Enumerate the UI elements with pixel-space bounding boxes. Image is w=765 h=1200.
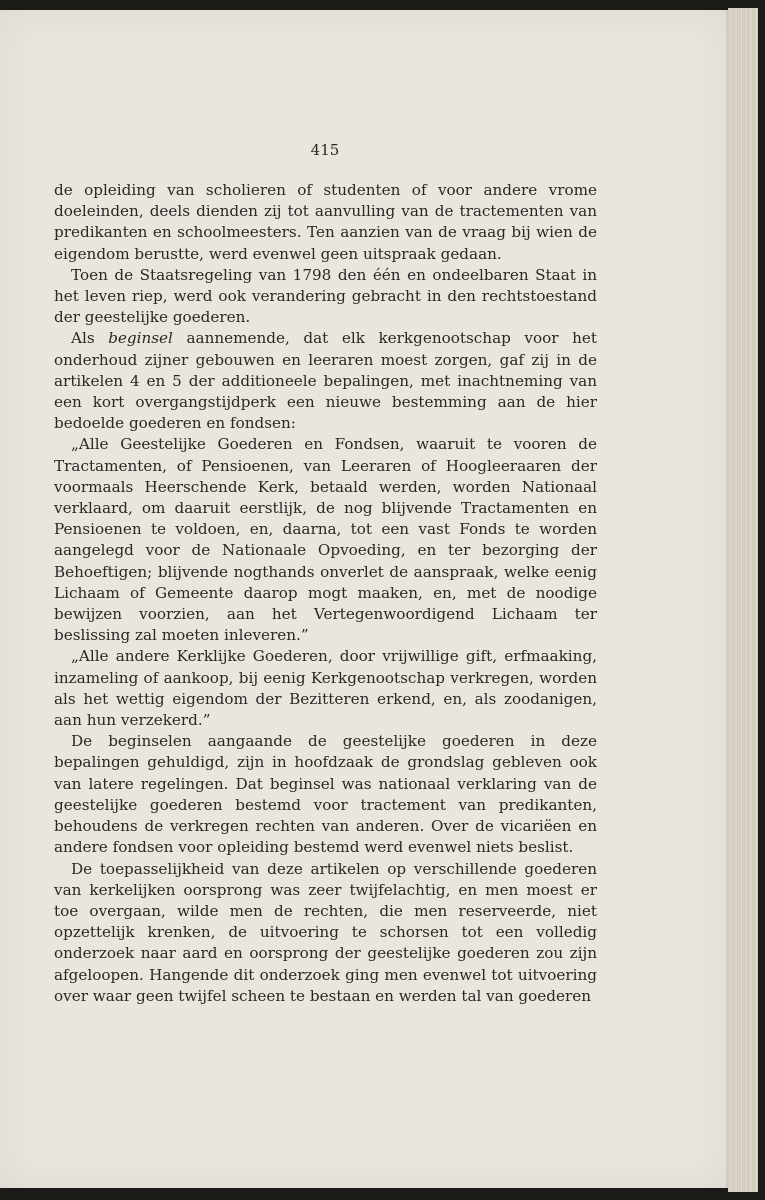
page-number: 415 <box>310 141 340 159</box>
paragraph-3 <box>54 328 597 434</box>
paragraph-3-start: Als <box>71 329 109 348</box>
paragraph-7: De toepasselijkheid van deze artikelen op verschillende goederen van kerkelijken oorsprong was zeer twijfelachtig, en men moest er toe overgaan, wilde men de rechten, die men reserveerde, niet opzettelijk krenken, de uitvoering te schorsen tot een volledig onderzoek naar aard en oorsprong der geestelijke goederen zou zijn afgeloopen. Hangende dit onderzoek ging men evenwel tot uitvoering over waar geen twijfel scheen te bestaan en werden tal van goederen <box>54 859 597 1005</box>
page-edges <box>728 8 758 1192</box>
paper-sheet <box>0 10 728 1188</box>
paragraph-6: De beginselen aangaande de geestelijke goederen in deze bepalingen gehuldigd, zijn in hoofdzaak de grondslag gebleven ook van latere regelingen. Dat beginsel was nationaal verklaring van de geestelijke goederen bestemd voor tractement van predikanten, behoudens de verkregen rechten van anderen. Over de vicariëen en andere fondsen voor opleiding bestemd werd evenwel niets beslist. <box>54 732 597 857</box>
quotation-2: „Alle andere Kerklijke Goederen, door vrijwillige gift, erfmaaking, inzameling of aankoop, bij eenig Kerkgenootschap verkregen, worden als het wettig eigendom der Bezitteren erkend, en, als zoodanigen, aan hun verzekerd.” <box>54 647 597 730</box>
paragraph-1: de opleiding van scholieren of studenten of voor andere vrome doeleinden, deels dienden zij tot aanvulling van de tractementen van predikanten en schoolmeesters. Ten aanzien van de vraag bij wien de eigendom berustte, werd evenwel geen uitspraak gedaan. <box>54 181 597 263</box>
body-text <box>54 180 597 1007</box>
paragraph-2: Toen de Staatsregeling van 1798 den één en ondeelbaren Staat in het leven riep, werd ook verandering gebracht in den rechtstoestand der geestelijke goederen. <box>54 265 597 327</box>
paragraph-3-rest: aannemende, dat elk kerkgenootschap voor het onderhoud zijner gebouwen en leeraren moest zorgen, gaf zij in de artikelen 4 en 5 der additioneele bepalingen, met inachtneming van een kort overgangstijdperk een nieuwe bestemming aan de hier bedoelde goederen en fondsen: <box>54 329 597 433</box>
italic-term: beginsel <box>108 329 173 348</box>
quotation-1: „Alle Geestelijke Goederen en Fondsen, waaruit te vooren de Tractamenten, of Pensioenen, van Leeraren of Hoogleeraaren der voormaals Heerschende Kerk, betaald werden, worden Nationaal verklaard, om daaruit eerstlijk, de nog blijvende Tractamenten en Pensioenen te voldoen, en, daarna, tot een vast Fonds te worden aangelegd voor de Nationaale Opvoeding, en ter bezorging der Behoeftigen; blijvende nogthands onverlet de aanspraak, welke eenig Lichaam of Gemeente daarop mogt maaken, en, met de noodige bewijzen voorzien, aan het Vertegenwoordigend Lichaam ter beslissing zal moeten inleveren.” <box>54 435 597 645</box>
